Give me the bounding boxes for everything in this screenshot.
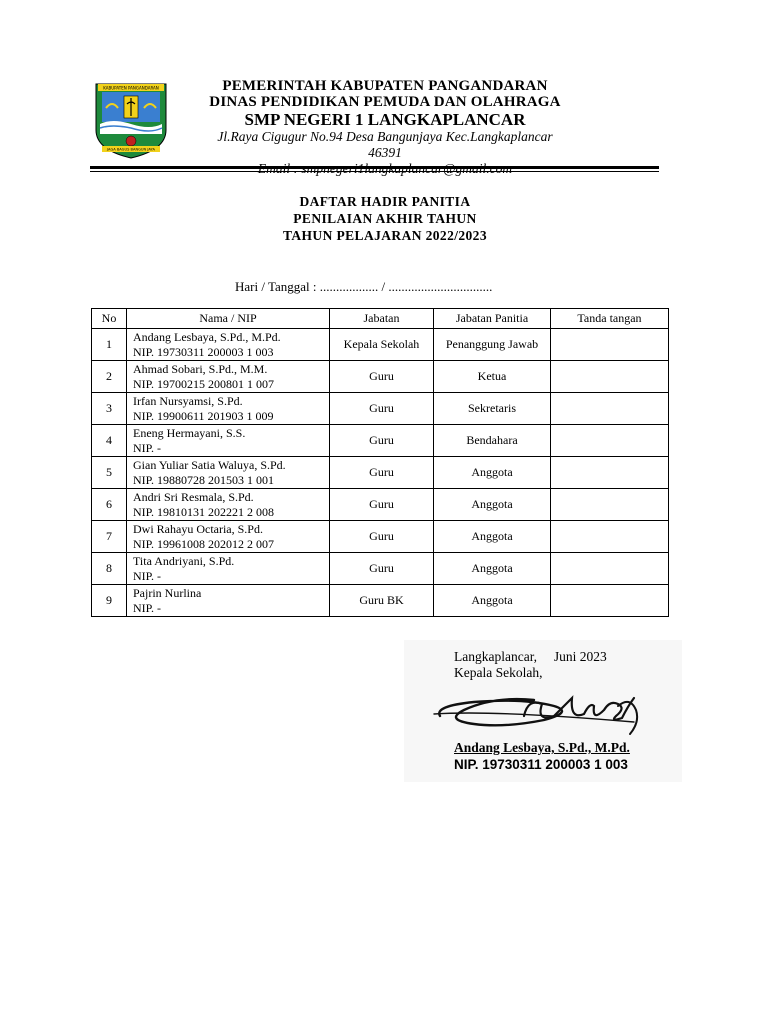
member-name: Gian Yuliar Satia Waluya, S.Pd.	[133, 457, 286, 472]
kabupaten-pangandaran-logo	[92, 78, 170, 160]
row-name-nip	[127, 425, 330, 457]
row-signature-cell	[551, 585, 669, 617]
row-number: 4	[92, 425, 127, 457]
row-position: Kepala Sekolah	[330, 329, 434, 361]
document-title	[150, 193, 620, 244]
member-nip: NIP. -	[133, 568, 162, 583]
table-row	[92, 361, 669, 393]
row-signature-cell	[551, 457, 669, 489]
row-number: 7	[92, 521, 127, 553]
table-row	[92, 585, 669, 617]
title-line-3: TAHUN PELAJARAN 2022/2023	[282, 228, 487, 243]
table-row	[92, 489, 669, 521]
agency-name: DINAS PENDIDIKAN PEMUDA DAN OLAHRAGA	[209, 94, 561, 110]
row-signature-cell	[551, 553, 669, 585]
row-committee-role: Anggota	[434, 457, 551, 489]
row-committee-role: Sekretaris	[434, 393, 551, 425]
letterhead-rule-thick	[90, 166, 659, 169]
member-name: Andang Lesbaya, S.Pd., M.Pd.	[133, 329, 281, 344]
place-date: Langkaplancar, Juni 2023	[454, 649, 607, 664]
header-no: No	[92, 309, 127, 329]
attendance-table	[91, 308, 669, 617]
table-row	[92, 329, 669, 361]
svg-text:KABUPATEN PANGANDARAN: KABUPATEN PANGANDARAN	[103, 85, 159, 91]
signer-nip: NIP. 19730311 200003 1 003	[454, 757, 628, 772]
signature-block	[404, 640, 682, 782]
table-row	[92, 457, 669, 489]
member-nip: NIP. 19730311 200003 1 003	[133, 344, 274, 359]
member-nip: NIP. 19810131 202221 2 008	[133, 504, 275, 519]
svg-text:JAGA BAGUS BANGUN JAYA: JAGA BAGUS BANGUN JAYA	[107, 147, 155, 152]
handwritten-signature	[404, 676, 682, 740]
row-committee-role: Anggota	[434, 521, 551, 553]
signer-role: Kepala Sekolah,	[454, 665, 543, 680]
row-name-nip	[127, 393, 330, 425]
table-row	[92, 553, 669, 585]
table-row	[92, 393, 669, 425]
letterhead-rule-thin	[90, 171, 659, 172]
row-name-nip	[127, 585, 330, 617]
row-committee-role: Penanggung Jawab	[434, 329, 551, 361]
member-name: Pajrin Nurlina	[133, 585, 202, 600]
row-position: Guru BK	[330, 585, 434, 617]
row-position: Guru	[330, 457, 434, 489]
row-name-nip	[127, 457, 330, 489]
row-position: Guru	[330, 393, 434, 425]
row-name-nip	[127, 361, 330, 393]
member-nip: NIP. -	[133, 440, 162, 455]
member-nip: NIP. -	[133, 600, 162, 615]
row-committee-role: Anggota	[434, 489, 551, 521]
row-number: 8	[92, 553, 127, 585]
row-position: Guru	[330, 553, 434, 585]
day-date-line: Hari / Tanggal : .................. / ................................	[235, 279, 493, 294]
row-signature-cell	[551, 489, 669, 521]
row-name-nip	[127, 329, 330, 361]
member-name: Dwi Rahayu Octaria, S.Pd.	[133, 521, 263, 536]
row-signature-cell	[551, 361, 669, 393]
row-position: Guru	[330, 489, 434, 521]
row-number: 3	[92, 393, 127, 425]
row-number: 9	[92, 585, 127, 617]
header-name-nip: Nama / NIP	[127, 309, 330, 329]
row-committee-role: Anggota	[434, 553, 551, 585]
member-name: Irfan Nursyamsi, S.Pd.	[133, 393, 243, 408]
title-line-2: PENILAIAN AKHIR TAHUN	[293, 211, 477, 226]
school-name: SMP NEGERI 1 LANGKAPLANCAR	[244, 110, 526, 129]
row-name-nip	[127, 553, 330, 585]
header-position: Jabatan	[330, 309, 434, 329]
table-header-row	[92, 309, 669, 329]
table-row	[92, 425, 669, 457]
row-name-nip	[127, 521, 330, 553]
member-name: Andri Sri Resmala, S.Pd.	[133, 489, 254, 504]
row-signature-cell	[551, 393, 669, 425]
row-name-nip	[127, 489, 330, 521]
row-position: Guru	[330, 425, 434, 457]
row-number: 2	[92, 361, 127, 393]
row-number: 6	[92, 489, 127, 521]
row-position: Guru	[330, 521, 434, 553]
header-signature: Tanda tangan	[551, 309, 669, 329]
member-name: Ahmad Sobari, S.Pd., M.M.	[133, 361, 268, 376]
header-committee-role: Jabatan Panitia	[434, 309, 551, 329]
row-position: Guru	[330, 361, 434, 393]
member-name: Eneng Hermayani, S.S.	[133, 425, 246, 440]
row-committee-role: Bendahara	[434, 425, 551, 457]
member-nip: NIP. 19961008 202012 2 007	[133, 536, 275, 551]
signer-name: Andang Lesbaya, S.Pd., M.Pd.	[454, 740, 630, 755]
row-signature-cell	[551, 329, 669, 361]
row-committee-role: Ketua	[434, 361, 551, 393]
row-signature-cell	[551, 521, 669, 553]
row-number: 1	[92, 329, 127, 361]
row-number: 5	[92, 457, 127, 489]
school-address: Jl.Raya Cigugur No.94 Desa Bangunjaya Kec.Langkaplancar 46391	[217, 129, 553, 160]
letterhead	[200, 78, 570, 177]
member-nip: NIP. 19900611 201903 1 009	[133, 408, 274, 423]
title-line-1: DAFTAR HADIR PANITIA	[299, 194, 471, 209]
member-nip: NIP. 19880728 201503 1 001	[133, 472, 275, 487]
row-committee-role: Anggota	[434, 585, 551, 617]
school-email	[200, 161, 570, 177]
member-nip: NIP. 19700215 200801 1 007	[133, 376, 275, 391]
row-signature-cell	[551, 425, 669, 457]
member-name: Tita Andriyani, S.Pd.	[133, 553, 235, 568]
gov-name: PEMERINTAH KABUPATEN PANGANDARAN	[222, 78, 548, 94]
table-row	[92, 521, 669, 553]
